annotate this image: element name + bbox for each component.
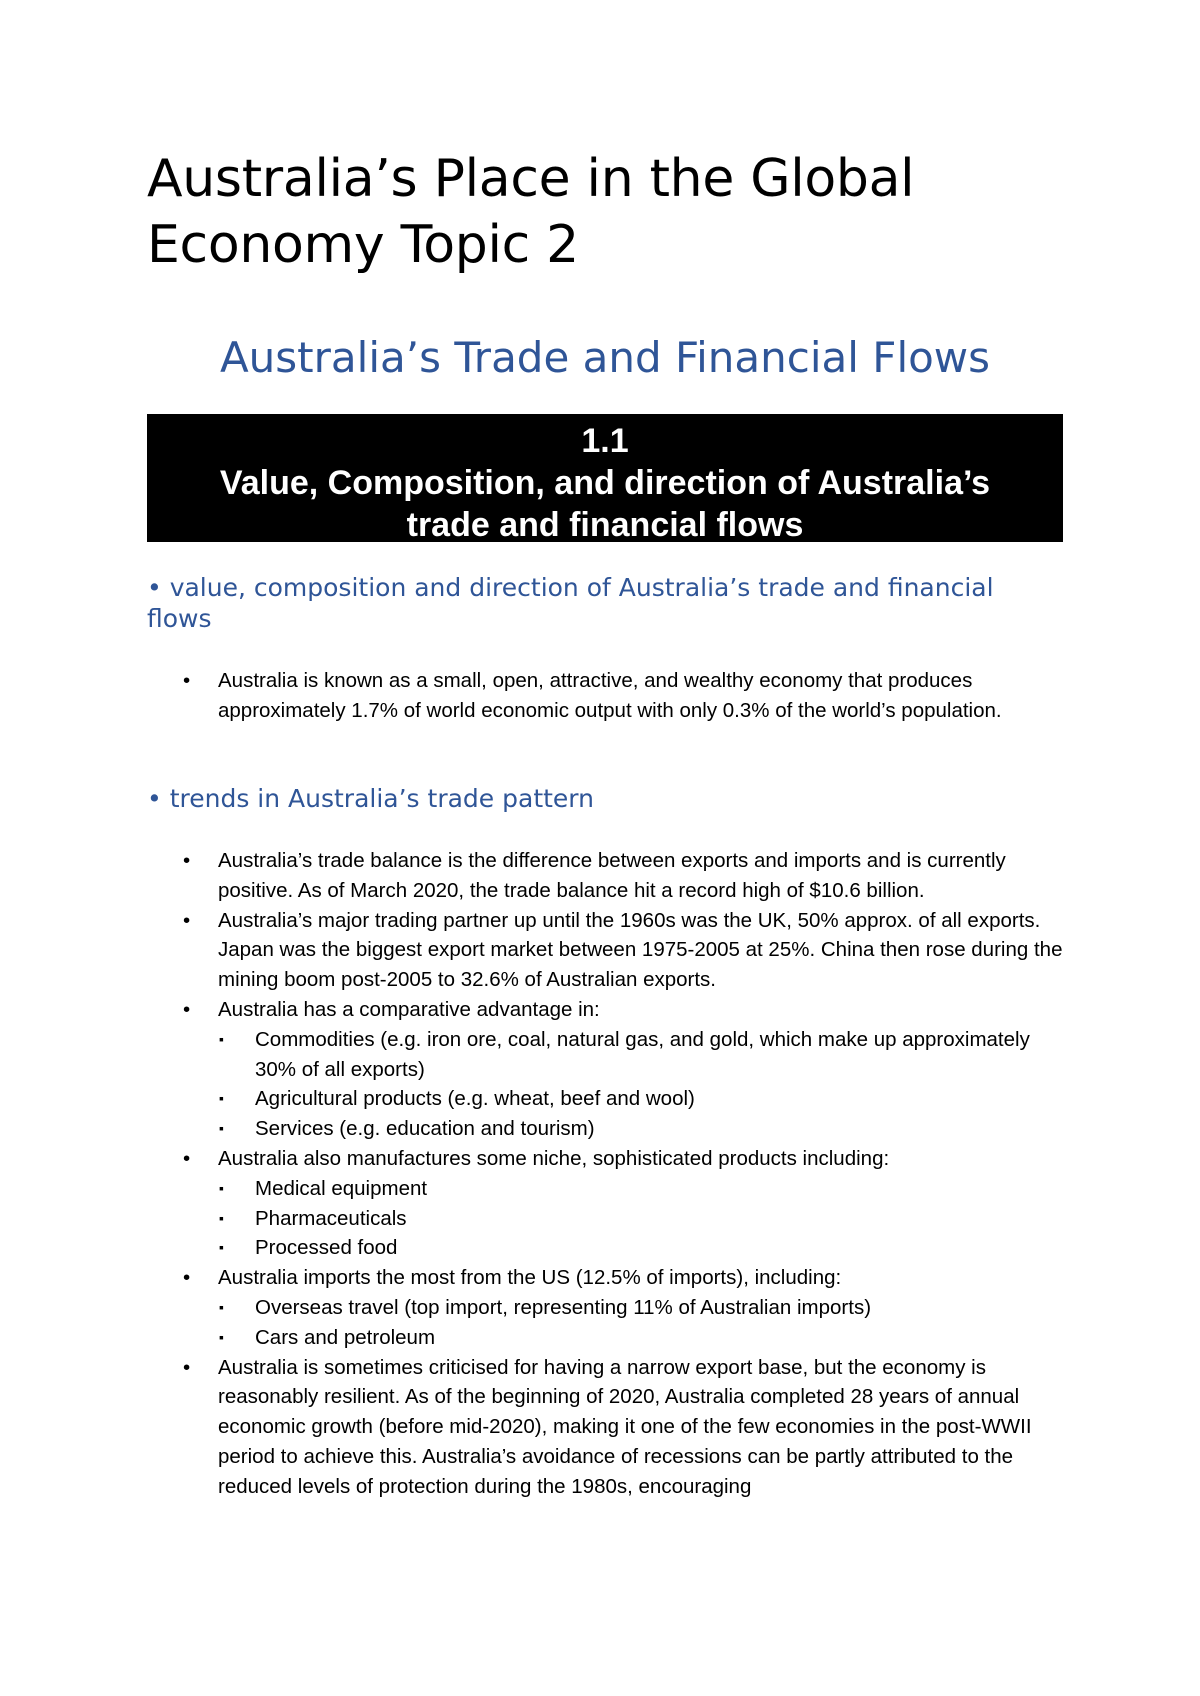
sub-list-item: ▪ Agricultural products (e.g. wheat, beef and wool)	[147, 1084, 1063, 1114]
list-item: • Australia also manufactures some niche, sophisticated products including:	[147, 1144, 1063, 1174]
sub-list-item: ▪ Services (e.g. education and tourism)	[147, 1114, 1063, 1144]
document-subtitle: Australia’s Trade and Financial Flows	[219, 333, 991, 382]
section-title-line-2: trade and financial flows	[406, 506, 804, 544]
list-item: • Australia has a comparative advantage in:	[147, 995, 1063, 1025]
bullet-list-trade-trends	[147, 846, 1063, 1502]
list-item: • Australia imports the most from the US (12.5% of imports), including:	[147, 1263, 1063, 1293]
heading-value-composition-direction: • value, composition and direction of Australia’s trade and financial flows	[147, 573, 994, 633]
sub-list-item: ▪ Processed food	[147, 1233, 1063, 1263]
bullet-list-overview	[147, 666, 1063, 726]
sub-list-item: ▪ Commodities (e.g. iron ore, coal, natural gas, and gold, which make up approximately 30% of all exports)	[147, 1025, 1063, 1085]
sub-list-item: ▪ Overseas travel (top import, representing 11% of Australian imports)	[147, 1293, 1063, 1323]
sub-list-item: ▪ Medical equipment	[147, 1174, 1063, 1204]
list-item: • Australia is known as a small, open, attractive, and wealthy economy that produces approximately 1.7% of world economic output with only 0.3% of the world’s population.	[147, 666, 1063, 726]
list-item: • Australia’s trade balance is the difference between exports and imports and is currently positive. As of March 2020, the trade balance hit a record high of $10.6 billion.	[147, 846, 1063, 906]
sub-list-item: ▪ Pharmaceuticals	[147, 1204, 1063, 1234]
section-header-box	[147, 414, 1063, 542]
heading-trade-trends: • trends in Australia’s trade pattern	[147, 784, 594, 813]
document-title: Australia’s Place in the Global Economy Topic 2	[147, 149, 915, 275]
section-title-line-1: Value, Composition, and direction of Australia’s	[219, 464, 991, 502]
sub-list-item: ▪ Cars and petroleum	[147, 1323, 1063, 1353]
section-number: 1.1	[581, 422, 629, 460]
list-item: • Australia is sometimes criticised for having a narrow export base, but the economy is reasonably resilient. As of the beginning of 2020, Australia completed 28 years of annual economic growth (before mid-2020), making it one of the few economies in the post-WWII period to achieve this. Australia’s avoidance of recessions can be partly attributed to the reduced levels of protection during the 1980s, encouraging	[147, 1353, 1063, 1502]
list-item: • Australia’s major trading partner up until the 1960s was the UK, 50% approx. of all exports. Japan was the biggest export market between 1975-2005 at 25%. China then rose during the mining boom post-2005 to 32.6% of Australian exports.	[147, 906, 1063, 995]
